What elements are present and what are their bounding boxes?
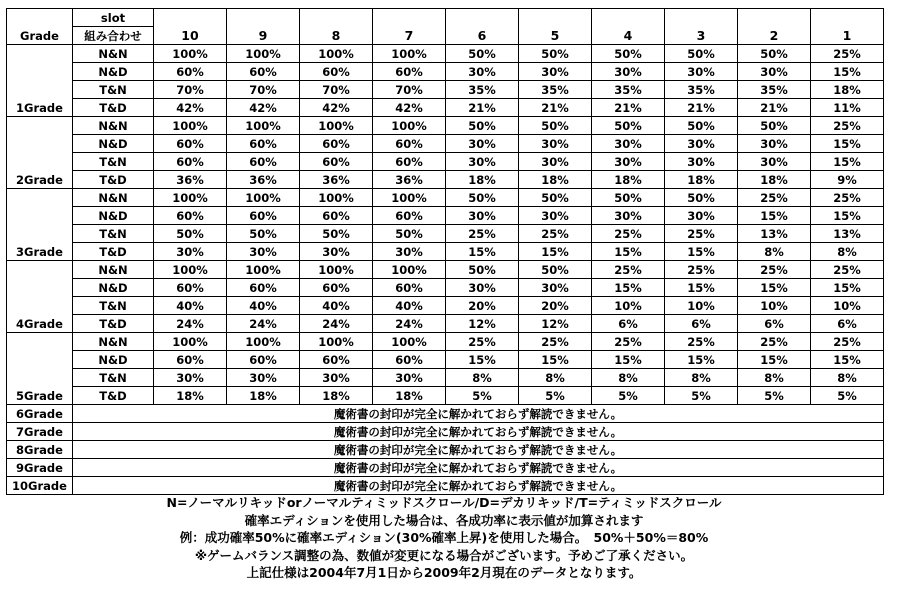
footnote-disclaimer: ※ゲームバランス調整の為、数値が変更になる場合がございます。予めご了承ください。 [194,547,694,563]
rate-cell: 100% [373,117,446,135]
rate-cell: 30% [519,279,592,297]
rate-cell: 10% [811,297,884,315]
rate-cell: 30% [665,63,738,81]
grade-label: 10Grade [7,477,73,495]
rate-cell: 42% [300,99,373,117]
rate-cell: 30% [519,153,592,171]
table-row [7,153,884,171]
table-row [7,387,884,405]
rate-cell: 36% [300,171,373,189]
rate-cell: 60% [373,207,446,225]
rate-cell: 100% [300,189,373,207]
rate-cell: 8% [446,369,519,387]
slot-header-2: 2 [738,9,811,45]
rate-cell: 30% [665,135,738,153]
rate-cell: 50% [665,117,738,135]
rate-cell: 60% [300,135,373,153]
grade-label: 3Grade [7,189,73,261]
rate-cell: 70% [373,81,446,99]
rate-cell: 35% [738,81,811,99]
rate-cell: 35% [592,81,665,99]
rate-cell: 30% [592,135,665,153]
rate-cell: 30% [592,63,665,81]
combo-cell: T&N [73,225,154,243]
rate-cell: 100% [373,261,446,279]
rate-cell: 30% [373,243,446,261]
rate-cell: 18% [519,171,592,189]
rate-cell: 20% [446,297,519,315]
rate-cell: 25% [519,225,592,243]
rate-cell: 50% [592,189,665,207]
locked-message: 魔術書の封印が完全に解かれておらず解読できません。 [73,459,884,477]
combo-cell: T&D [73,243,154,261]
rate-cell: 30% [665,207,738,225]
rate-cell: 60% [154,135,227,153]
rate-cell: 60% [227,135,300,153]
rate-cell: 100% [373,45,446,63]
combo-cell: N&N [73,117,154,135]
rate-cell: 30% [446,207,519,225]
table-row [7,117,884,135]
rate-cell: 100% [373,333,446,351]
locked-message: 魔術書の封印が完全に解かれておらず解読できません。 [73,441,884,459]
rate-cell: 24% [227,315,300,333]
rate-cell: 6% [592,315,665,333]
rate-cell: 50% [373,225,446,243]
rate-cell: 25% [811,333,884,351]
rate-cell: 5% [446,387,519,405]
combo-cell: T&D [73,171,154,189]
rate-cell: 8% [592,369,665,387]
rate-cell: 5% [738,387,811,405]
rate-cell: 18% [227,387,300,405]
rate-cell: 50% [738,117,811,135]
rate-cell: 50% [446,189,519,207]
locked-grade-row [7,423,884,441]
grade-label: 1Grade [7,45,73,117]
rate-cell: 50% [592,117,665,135]
rate-cell: 15% [811,351,884,369]
table-row [7,45,884,63]
combo-cell: N&D [73,351,154,369]
rate-cell: 50% [227,225,300,243]
footnote-period: 上記仕様は2004年7月1日から2009年2月現在のデータとなります。 [246,565,642,581]
locked-grade-row [7,405,884,423]
rate-cell: 15% [446,243,519,261]
slot-header-1: 1 [811,9,884,45]
combo-cell: N&N [73,189,154,207]
grade-label: 5Grade [7,333,73,405]
combo-cell: N&D [73,207,154,225]
rate-cell: 60% [154,279,227,297]
rate-cell: 18% [738,171,811,189]
rate-cell: 40% [154,297,227,315]
rate-cell: 100% [227,189,300,207]
rate-cell: 25% [592,333,665,351]
table-row [7,315,884,333]
rate-cell: 60% [154,207,227,225]
rate-cell: 30% [665,153,738,171]
rate-cell: 15% [592,351,665,369]
rate-cell: 5% [811,387,884,405]
rate-cell: 30% [446,279,519,297]
table-row [7,207,884,225]
rate-cell: 8% [811,243,884,261]
rate-cell: 30% [446,63,519,81]
rate-cell: 50% [665,189,738,207]
rate-cell: 30% [738,135,811,153]
rate-cell: 60% [373,153,446,171]
rate-cell: 15% [811,207,884,225]
rate-cell: 35% [519,81,592,99]
rate-cell: 15% [519,351,592,369]
footnote-legend: N=ノーマルリキッドorノーマルティミッドスクロール/D=デカリキッド/T=ティミッドスクロール [166,495,722,510]
rate-cell: 15% [738,351,811,369]
table-row [7,171,884,189]
rate-cell: 50% [446,45,519,63]
rate-cell: 100% [227,261,300,279]
rate-cell: 30% [154,369,227,387]
grade-label: 8Grade [7,441,73,459]
locked-message: 魔術書の封印が完全に解かれておらず解読できません。 [73,405,884,423]
rate-cell: 60% [300,279,373,297]
table-row [7,279,884,297]
rate-cell: 8% [738,243,811,261]
slot-header-4: 4 [592,9,665,45]
rate-cell: 100% [154,261,227,279]
rate-cell: 21% [592,99,665,117]
combo-cell: N&D [73,135,154,153]
rate-cell: 70% [300,81,373,99]
rate-cell: 60% [227,207,300,225]
grade-header: Grade [7,9,73,45]
rate-cell: 24% [300,315,373,333]
table-row [7,369,884,387]
rate-cell: 100% [227,117,300,135]
rate-cell: 50% [519,117,592,135]
rate-cell: 60% [300,351,373,369]
rate-cell: 100% [300,117,373,135]
rate-cell: 30% [738,153,811,171]
table-row [7,351,884,369]
rate-cell: 50% [519,261,592,279]
rate-cell: 50% [300,225,373,243]
rate-cell: 100% [373,189,446,207]
rate-cell: 21% [665,99,738,117]
rate-cell: 18% [665,171,738,189]
rate-cell: 30% [227,243,300,261]
rate-cell: 30% [592,207,665,225]
combo-cell: N&D [73,279,154,297]
rate-cell: 15% [519,243,592,261]
combo-cell: N&N [73,261,154,279]
slot-header-9: 9 [227,9,300,45]
rate-cell: 24% [154,315,227,333]
table-row [7,81,884,99]
rate-cell: 25% [519,333,592,351]
rate-cell: 60% [227,153,300,171]
rate-cell: 30% [446,135,519,153]
locked-grade-row [7,441,884,459]
table-row [7,189,884,207]
rate-cell: 60% [227,351,300,369]
rate-cell: 21% [738,99,811,117]
rate-cell: 70% [154,81,227,99]
rate-cell: 21% [446,99,519,117]
slot-header-5: 5 [519,9,592,45]
rate-cell: 100% [154,117,227,135]
rate-cell: 15% [592,243,665,261]
rate-cell: 13% [811,225,884,243]
rate-cell: 8% [738,369,811,387]
locked-message: 魔術書の封印が完全に解かれておらず解読できません。 [73,477,884,495]
rate-cell: 60% [373,135,446,153]
grade-label: 7Grade [7,423,73,441]
rate-cell: 25% [446,333,519,351]
rate-cell: 36% [227,171,300,189]
rate-cell: 9% [811,171,884,189]
rate-cell: 70% [227,81,300,99]
slot-header-3: 3 [665,9,738,45]
rate-cell: 40% [227,297,300,315]
rate-cell: 25% [811,117,884,135]
rate-cell: 50% [738,45,811,63]
rate-cell: 60% [154,351,227,369]
rate-cell: 25% [738,333,811,351]
rate-cell: 40% [300,297,373,315]
rate-cell: 8% [665,369,738,387]
rate-cell: 15% [446,351,519,369]
rate-cell: 60% [300,63,373,81]
rate-cell: 18% [154,387,227,405]
combo-cell: T&N [73,81,154,99]
rate-cell: 10% [665,297,738,315]
rate-cell: 35% [665,81,738,99]
slot-header-10: 10 [154,9,227,45]
rate-cell: 25% [665,333,738,351]
table-row [7,243,884,261]
combo-header: 組み合わせ [73,27,154,45]
rate-cell: 42% [227,99,300,117]
rate-cell: 15% [811,135,884,153]
rate-cell: 13% [738,225,811,243]
footnote-edition: 確率エディションを使用した場合は、各成功率に表示値が加算されます [244,512,644,528]
rate-cell: 36% [373,171,446,189]
rate-cell: 15% [665,243,738,261]
rate-cell: 12% [519,315,592,333]
rate-cell: 42% [373,99,446,117]
combo-cell: T&N [73,297,154,315]
table-row [7,297,884,315]
rate-cell: 60% [300,207,373,225]
rate-cell: 6% [811,315,884,333]
rate-cell: 18% [811,81,884,99]
rate-cell: 25% [665,225,738,243]
rate-cell: 50% [446,261,519,279]
grade-label: 4Grade [7,261,73,333]
rate-cell: 42% [154,99,227,117]
rate-cell: 30% [373,369,446,387]
rate-cell: 15% [811,63,884,81]
table-header [7,9,884,45]
combo-cell: T&D [73,387,154,405]
rate-cell: 25% [811,45,884,63]
rate-cell: 30% [592,153,665,171]
rate-cell: 100% [227,45,300,63]
grade-label: 2Grade [7,117,73,189]
table-body [7,45,884,405]
combo-cell: N&D [73,63,154,81]
rate-cell: 30% [519,63,592,81]
rate-cell: 40% [373,297,446,315]
rate-cell: 6% [738,315,811,333]
success-rate-table [6,8,884,495]
rate-cell: 15% [665,351,738,369]
rate-cell: 50% [665,45,738,63]
rate-cell: 10% [592,297,665,315]
table-row [7,225,884,243]
rate-cell: 50% [154,225,227,243]
rate-cell: 25% [446,225,519,243]
locked-grades-body [7,405,884,495]
combo-cell: T&N [73,369,154,387]
rate-cell: 8% [811,369,884,387]
rate-cell: 60% [373,279,446,297]
combo-cell: N&N [73,333,154,351]
table-row [7,63,884,81]
rate-cell: 15% [738,279,811,297]
rate-cell: 21% [519,99,592,117]
rate-cell: 60% [154,63,227,81]
rate-cell: 100% [300,333,373,351]
rate-cell: 50% [446,117,519,135]
locked-message: 魔術書の封印が完全に解かれておらず解読できません。 [73,423,884,441]
rate-cell: 60% [373,63,446,81]
rate-cell: 30% [446,153,519,171]
table-row [7,261,884,279]
rate-cell: 30% [227,369,300,387]
slot-header-7: 7 [373,9,446,45]
locked-grade-row [7,477,884,495]
rate-cell: 25% [592,261,665,279]
table-row [7,99,884,117]
rate-cell: 15% [811,153,884,171]
rate-cell: 15% [592,279,665,297]
rate-cell: 24% [373,315,446,333]
combo-cell: T&D [73,99,154,117]
rate-cell: 35% [446,81,519,99]
rate-cell: 25% [811,261,884,279]
footnotes [6,494,882,582]
rate-cell: 25% [811,189,884,207]
rate-cell: 100% [154,189,227,207]
rate-cell: 50% [519,45,592,63]
rate-cell: 6% [665,315,738,333]
rate-cell: 30% [519,135,592,153]
rate-cell: 100% [300,261,373,279]
locked-grade-row [7,459,884,477]
rate-cell: 30% [154,243,227,261]
rate-cell: 30% [738,63,811,81]
rate-cell: 50% [592,45,665,63]
rate-cell: 18% [592,171,665,189]
rate-cell: 60% [227,63,300,81]
rate-cell: 25% [738,189,811,207]
rate-cell: 100% [154,45,227,63]
rate-cell: 36% [154,171,227,189]
combo-cell: T&N [73,153,154,171]
slot-header: slot [73,9,154,27]
combo-cell: T&D [73,315,154,333]
rate-cell: 5% [519,387,592,405]
rate-cell: 25% [738,261,811,279]
rate-cell: 5% [592,387,665,405]
rate-cell: 30% [300,243,373,261]
rate-cell: 60% [154,153,227,171]
rate-cell: 12% [446,315,519,333]
rate-cell: 18% [373,387,446,405]
footnote-example: 例：成功確率50%に確率エディション(30%確率上昇)を使用した場合。 50%＋50%＝80% [179,530,709,546]
table-row [7,333,884,351]
rate-cell: 18% [446,171,519,189]
rate-cell: 100% [154,333,227,351]
table-row [7,135,884,153]
rate-cell: 30% [300,369,373,387]
rate-cell: 25% [665,261,738,279]
rate-cell: 18% [300,387,373,405]
slot-header-6: 6 [446,9,519,45]
rate-cell: 15% [738,207,811,225]
rate-cell: 25% [592,225,665,243]
slot-header-8: 8 [300,9,373,45]
rate-cell: 20% [519,297,592,315]
rate-cell: 30% [519,207,592,225]
rate-cell: 10% [738,297,811,315]
rate-cell: 15% [665,279,738,297]
grade-label: 9Grade [7,459,73,477]
rate-cell: 5% [665,387,738,405]
rate-cell: 11% [811,99,884,117]
rate-cell: 8% [519,369,592,387]
rate-cell: 100% [227,333,300,351]
rate-cell: 60% [300,153,373,171]
rate-cell: 50% [519,189,592,207]
rate-cell: 60% [373,351,446,369]
rate-cell: 15% [811,279,884,297]
rate-cell: 100% [300,45,373,63]
combo-cell: N&N [73,45,154,63]
rate-cell: 60% [227,279,300,297]
grade-label: 6Grade [7,405,73,423]
